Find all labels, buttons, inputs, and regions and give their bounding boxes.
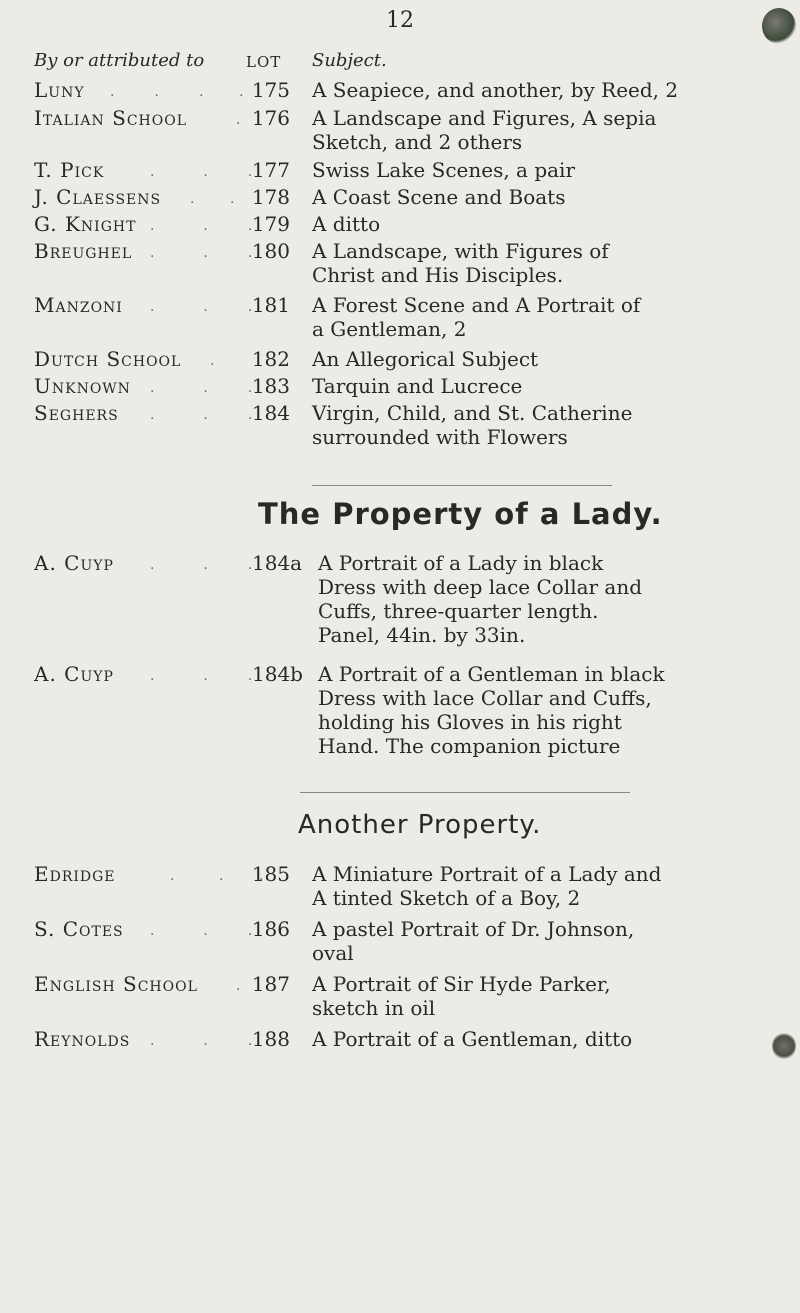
artist-name: G. Knight <box>34 212 137 236</box>
lot-number: 176 <box>251 106 290 130</box>
lot-number: 188 <box>251 1027 290 1051</box>
artist-name: Unknown <box>34 374 131 398</box>
lot-subject: A pastel Portrait of Dr. Johnson, oval <box>312 917 635 965</box>
lot-subject: Virgin, Child, and St. Catherine surrounded with Flowers <box>312 401 633 449</box>
lot-number: 187 <box>251 972 290 996</box>
artist-name: Seghers <box>34 401 119 425</box>
artist-name: Manzoni <box>34 293 123 317</box>
column-header-lot: LOT <box>246 53 282 71</box>
lot-subject: A Portrait of a Gentleman in black Dress with lace Collar and Cuffs, holding his Gloves in his right Hand. The companion picture <box>318 662 665 758</box>
lot-number: 183 <box>251 374 290 398</box>
lot-subject: A Coast Scene and Boats <box>312 185 566 209</box>
page-number: 12 <box>386 8 414 33</box>
artist-name: Dutch School <box>34 347 182 371</box>
lot-subject: A Portrait of a Gentleman, ditto <box>312 1027 633 1051</box>
paper-stain <box>762 8 796 44</box>
lot-number: 184a <box>252 551 303 575</box>
artist-name: T. Pick <box>34 158 105 182</box>
lot-number: 177 <box>251 158 290 182</box>
artist-name: English School <box>34 972 198 996</box>
column-header-artist: By or attributed to <box>34 50 205 71</box>
lot-number: 184 <box>251 401 290 425</box>
artist-name: A. Cuyp <box>34 662 114 686</box>
artist-name: Reynolds <box>34 1027 131 1051</box>
lot-subject: Swiss Lake Scenes, a pair <box>312 158 576 182</box>
lot-subject: A Landscape and Figures, A sepia Sketch, and 2 others <box>312 106 657 154</box>
lot-number: 175 <box>251 78 290 102</box>
artist-name: Luny <box>34 78 85 102</box>
lot-number: 179 <box>251 212 290 236</box>
lot-subject: Tarquin and Lucrece <box>312 374 523 398</box>
lot-subject: A ditto <box>312 212 381 236</box>
section-divider <box>312 485 612 486</box>
section-title: The Property of a Lady. <box>258 497 663 531</box>
lot-subject: A Portrait of a Lady in black Dress with deep lace Collar and Cuffs, three-quarter length. Panel, 44in. by 33in. <box>318 551 643 647</box>
artist-name: S. Cotes <box>34 917 124 941</box>
paper-stain <box>772 1032 796 1060</box>
lot-subject: A Miniature Portrait of a Lady and A tinted Sketch of a Boy, 2 <box>312 862 662 910</box>
lot-subject: A Portrait of Sir Hyde Parker, sketch in oil <box>312 972 611 1020</box>
artist-name: A. Cuyp <box>34 551 114 575</box>
lot-number: 180 <box>251 239 290 263</box>
column-header-subject: Subject. <box>312 50 387 71</box>
lot-number: 184b <box>252 662 303 686</box>
section-divider <box>300 792 630 793</box>
lot-number: 182 <box>251 347 290 371</box>
lot-subject: A Landscape, with Figures of Christ and His Disciples. <box>312 239 609 287</box>
lot-number: 178 <box>251 185 290 209</box>
artist-name: Italian School <box>34 106 188 130</box>
artist-name: Breughel <box>34 239 133 263</box>
lot-number: 185 <box>251 862 290 886</box>
lot-subject: A Seapiece, and another, by Reed, 2 <box>312 78 679 102</box>
lot-subject: An Allegorical Subject <box>312 347 539 371</box>
lot-number: 181 <box>251 293 290 317</box>
artist-name: J. Claessens <box>34 185 162 209</box>
lot-number: 186 <box>251 917 290 941</box>
section-title: Another Property. <box>298 810 542 840</box>
lot-subject: A Forest Scene and A Portrait of a Gentleman, 2 <box>312 293 641 341</box>
artist-name: Edridge <box>34 862 116 886</box>
